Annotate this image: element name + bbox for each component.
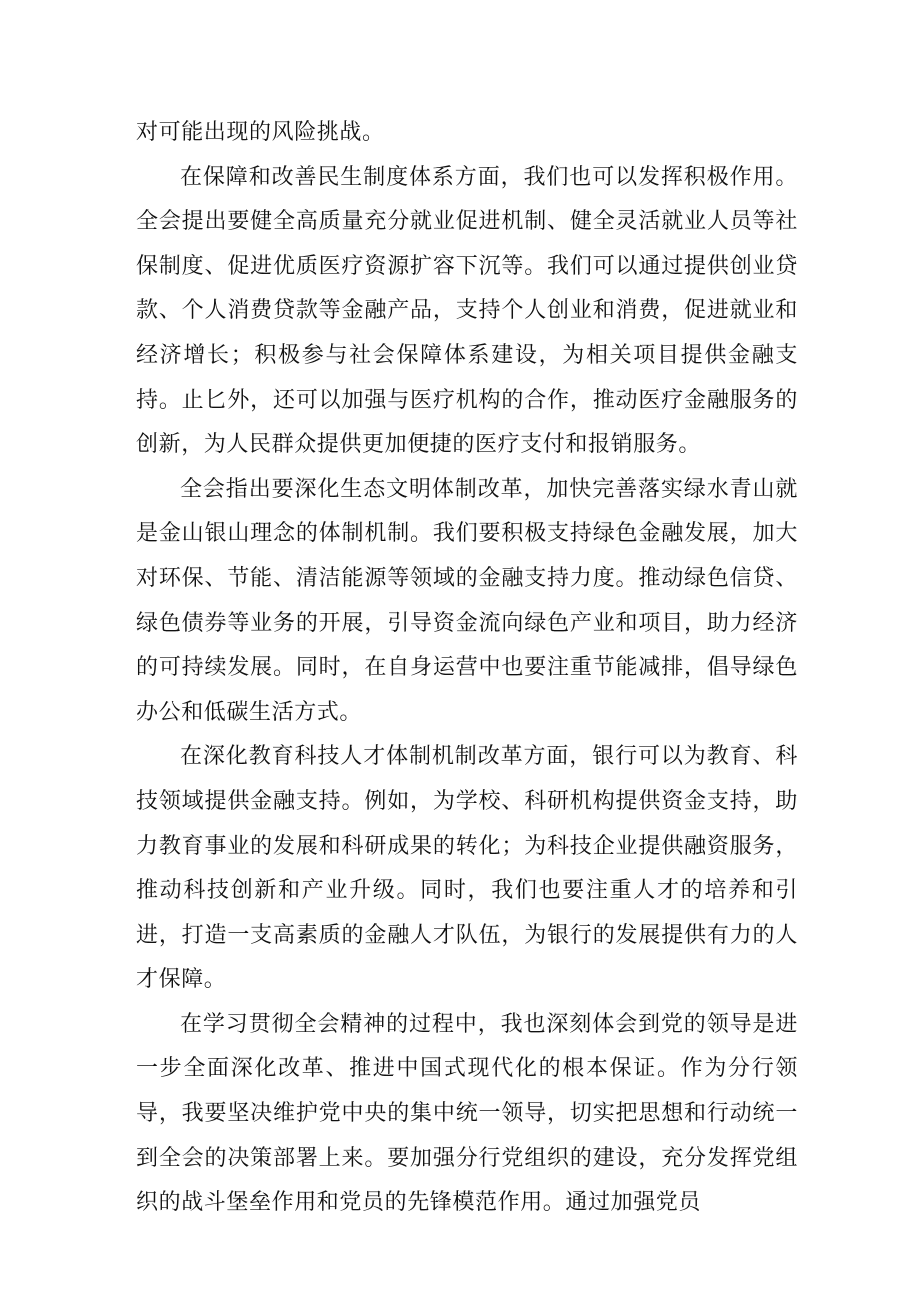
- paragraph-party-leadership: 在学习贯彻全会精神的过程中，我也深刻体会到党的领导是进一步全面深化改革、推进中国式现代化的根本保证。作为分行领导，我要坚决维护党中央的集中统一领导，切实把思想和行动统一到全会的决策部署上来。要加强分行党组织的建设，充分发挥党组织的战斗堡垒作用和党员的先锋模范作用。通过加强党员: [136, 1011, 798, 1216]
- paragraph-livelihood: 在保障和改善民生制度体系方面，我们也可以发挥积极作用。全会提出要健全高质量充分就业促进机制、健全灵活就业人员等社保制度、促进优质医疗资源扩容下沉等。我们可以通过提供创业贷款、个人消费贷款等金融产品，支持个人创业和消费，促进就业和经济增长；积极参与社会保障体系建设，为相关项目提供金融支持。止匕外，还可以加强与医疗机构的合作，推动医疗金融服务的创新，为人民群众提供更加便捷的医疗支付和报销服务。: [136, 164, 798, 458]
- paragraph-ecology: 全会指出要深化生态文明体制改革，加快完善落实绿水青山就是金山银山理念的体制机制。我们要积极支持绿色金融发展，加大对环保、节能、清洁能源等领域的金融支持力度。推动绿色信贷、绿色债券等业务的开展，引导资金流向绿色产业和项目，助力经济的可持续发展。同时，在自身运营中也要注重节能减排，倡导绿色办公和低碳生活方式。: [136, 476, 798, 725]
- paragraph-education: 在深化教育科技人才体制机制改革方面，银行可以为教育、科技领域提供金融支持。例如，为学校、科研机构提供资金支持，助力教育事业的发展和科研成果的转化；为科技企业提供融资服务，推动科技创新和产业升级。同时，我们也要注重人才的培养和引进，打造一支高素质的金融人才队伍，为银行的发展提供有力的人才保障。: [136, 744, 798, 993]
- paragraph-continued: 对可能出现的风险挑战。: [136, 120, 385, 145]
- document-body: [136, 111, 798, 1226]
